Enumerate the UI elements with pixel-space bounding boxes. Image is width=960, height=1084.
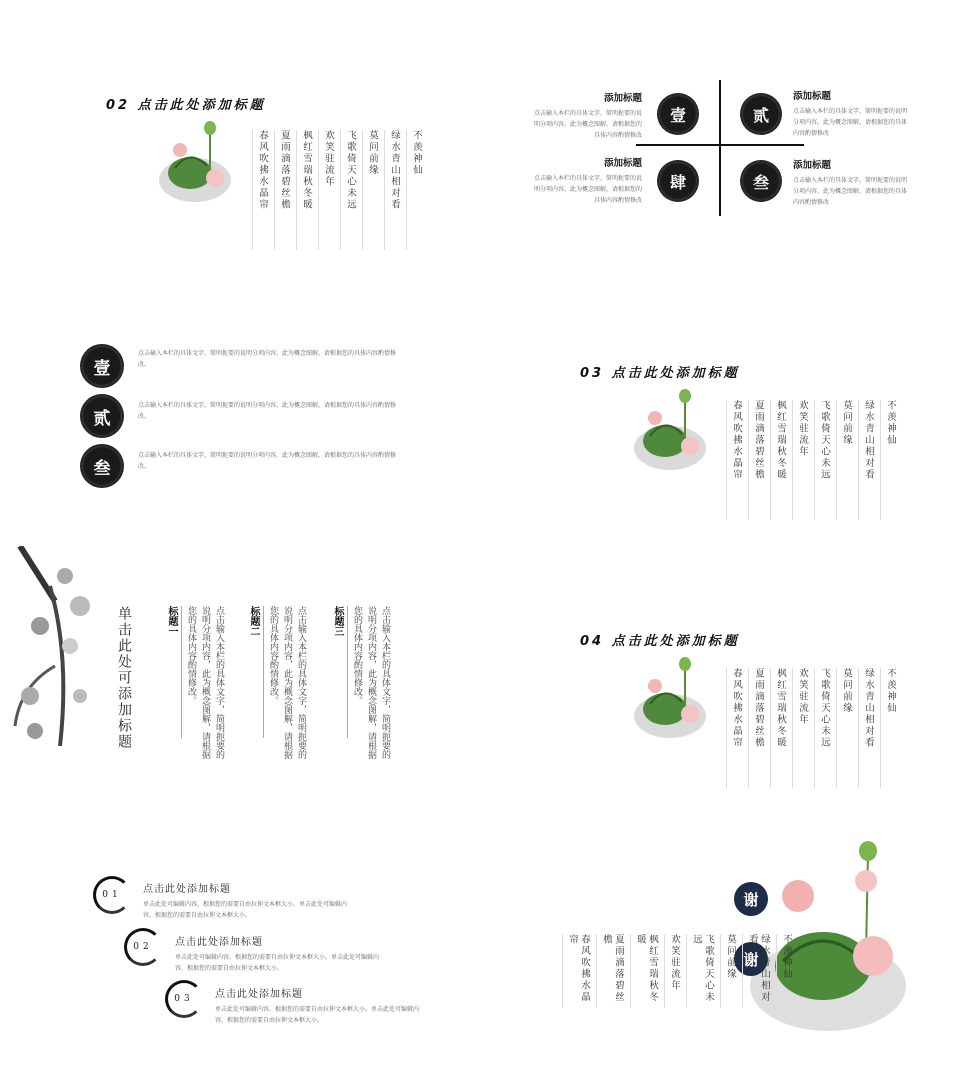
poem-line: 绿水青山相对看 <box>742 934 770 1008</box>
quad-block-title[interactable]: 添加标题 <box>793 160 832 171</box>
step-text[interactable]: 单击此处可编辑内容，根据您的需要自由拉伸文本框大小。单击此处可编辑内容，根据您的需要自由拉伸文本框大小。 <box>143 901 348 919</box>
poem-line: 夏雨滴落碧丝檐 <box>748 668 764 788</box>
list-badge-1: 壹 <box>80 344 124 388</box>
quad-block-text[interactable]: 点击输入本栏的具体文字，简明扼要的说明分项内容，此为概念图解，请根据您的具体内容酌情修改 <box>793 177 908 206</box>
quad-block-title[interactable]: 添加标题 <box>793 91 832 102</box>
list-badge-2: 贰 <box>80 394 124 438</box>
lotus-illustration <box>630 386 720 476</box>
quad-block-text[interactable]: 点击输入本栏的具体文字，简明扼要的说明分项内容，此为概念图解，请根据您的具体内容酌情修改 <box>793 108 908 137</box>
poem-line: 莫问前缘 <box>836 668 852 788</box>
poem-line: 飞歌倚天心未远 <box>686 934 714 1008</box>
poem-line: 莫问前缘 <box>362 130 378 250</box>
poem-line: 枫红雪瑞秋冬暖 <box>770 668 786 788</box>
poem-line: 绿水青山相对看 <box>858 400 874 520</box>
ink-blossom-branch <box>10 546 110 746</box>
step-number-ring: 01 <box>93 876 131 914</box>
poem-line: 不羡神仙 <box>880 400 896 520</box>
slide-04-poem <box>726 668 896 788</box>
step-number-ring: 02 <box>124 928 162 966</box>
list-item-text[interactable]: 点击输入本栏的具体文字，简明扼要的说明分项内容，此为概念图解，请根据您的具体内容酌情修改。 <box>138 452 397 470</box>
lotus-illustration <box>155 118 245 208</box>
poem-line: 不羡神仙 <box>406 130 422 250</box>
vertical-item-text[interactable]: 点击输入本栏的具体文字，简明扼要的说明分项内容，此为概念图解，请根据您的具体内容酌情修改。 <box>352 606 390 759</box>
quad-block-text[interactable]: 点击输入本栏的具体文字，简明扼要的说明分项内容，此为概念图解，请根据您的具体内容酌情修改 <box>533 110 642 139</box>
step-text[interactable]: 单击此处可编辑内容，根据您的需要自由拉伸文本框大小。单击此处可编辑内容，根据您的需要自由拉伸文本框大小。 <box>215 1006 420 1024</box>
poem-line: 欢笑驻流年 <box>664 934 680 1008</box>
vertical-item-label[interactable]: 标题一 <box>166 606 177 636</box>
quad-block-text[interactable]: 点击输入本栏的具体文字，简明扼要的说明分项内容，此为概念图解，请根据您的具体内容酌情修改 <box>533 175 642 204</box>
quadrant-vertical-line <box>719 80 721 216</box>
vertical-item-text[interactable]: 点击输入本栏的具体文字，简明扼要的说明分项内容，此为概念图解，请根据您的具体内容酌情修改。 <box>268 606 306 759</box>
step-item <box>143 880 423 921</box>
poem-line: 夏雨滴落碧丝檐 <box>596 934 624 1008</box>
slide-02-heading[interactable]: 02 点击此处添加标题 <box>106 98 266 113</box>
poem-line: 枫红雪瑞秋冬暖 <box>630 934 658 1008</box>
step-text[interactable]: 单击此处可编辑内容，根据您的需要自由拉伸文本框大小。单击此处可编辑内容，根据您的需要自由拉伸文本框大小。 <box>175 954 380 972</box>
poem-line: 欢笑驻流年 <box>792 668 808 788</box>
poem-line: 春风吹拂水晶帘 <box>726 400 742 520</box>
step-item <box>215 985 495 1026</box>
quad-badge-2: 贰 <box>740 93 782 135</box>
step-title[interactable]: 点击此处添加标题 <box>215 989 303 1000</box>
poem-line: 欢笑驻流年 <box>792 400 808 520</box>
quadrant-horizontal-line <box>636 144 804 146</box>
thanks-poem <box>562 934 792 1008</box>
quad-badge-3: 肆 <box>657 160 699 202</box>
quad-block-title[interactable]: 添加标题 <box>603 93 642 104</box>
poem-line: 夏雨滴落碧丝檐 <box>274 130 290 250</box>
slide-03-poem <box>726 400 896 520</box>
poem-line: 春风吹拂水晶帘 <box>562 934 590 1008</box>
poem-line: 莫问前缘 <box>720 934 736 1008</box>
quad-badge-4: 叁 <box>740 160 782 202</box>
poem-line: 绿水青山相对看 <box>858 668 874 788</box>
poem-line: 飞歌倚天心未远 <box>340 130 356 250</box>
lotus-illustration <box>630 654 720 744</box>
quad-block <box>793 157 911 208</box>
poem-line: 不羡神仙 <box>776 934 792 1008</box>
poem-line: 欢笑驻流年 <box>318 130 334 250</box>
step-number-ring: 03 <box>165 980 203 1018</box>
vertical-divider <box>263 606 264 738</box>
vertical-item-text[interactable]: 点击输入本栏的具体文字，简明扼要的说明分项内容，此为概念图解，请根据您的具体内容酌情修改。 <box>186 606 224 759</box>
quad-block <box>793 88 911 139</box>
step-item <box>175 933 455 974</box>
step-title[interactable]: 点击此处添加标题 <box>175 937 263 948</box>
poem-line: 枫红雪瑞秋冬暖 <box>770 400 786 520</box>
poem-line: 不羡神仙 <box>880 668 896 788</box>
thanks-badge-1: 谢 <box>734 882 768 916</box>
poem-line: 春风吹拂水晶帘 <box>726 668 742 788</box>
slide-02-poem <box>252 130 422 250</box>
poem-line: 枫红雪瑞秋冬暖 <box>296 130 312 250</box>
quad-block <box>530 155 642 206</box>
poem-line: 绿水青山相对看 <box>384 130 400 250</box>
slide-03-heading[interactable]: 03 点击此处添加标题 <box>580 366 740 381</box>
poem-line: 飞歌倚天心未远 <box>814 400 830 520</box>
quad-badge-1: 壹 <box>657 93 699 135</box>
vertical-divider <box>181 606 182 738</box>
thanks-badge-2: 谢 <box>734 942 768 976</box>
poem-line: 春风吹拂水晶帘 <box>252 130 268 250</box>
poem-line: 莫问前缘 <box>836 400 852 520</box>
poem-line: 飞歌倚天心未远 <box>814 668 830 788</box>
list-badge-3: 叁 <box>80 444 124 488</box>
vertical-main-title[interactable]: 单击此处可添加标题 <box>116 606 132 750</box>
list-item-text[interactable]: 点击输入本栏的具体文字，简明扼要的说明分项内容，此为概念图解，请根据您的具体内容酌情修改。 <box>138 402 397 420</box>
quad-block-title[interactable]: 添加标题 <box>603 158 642 169</box>
vertical-item-label[interactable]: 标题三 <box>332 606 343 636</box>
list-item-text[interactable]: 点击输入本栏的具体文字，简明扼要的说明分项内容，此为概念图解，请根据您的具体内容酌情修改。 <box>138 350 397 368</box>
step-title[interactable]: 点击此处添加标题 <box>143 884 231 895</box>
slide-04-heading[interactable]: 04 点击此处添加标题 <box>580 634 740 649</box>
vertical-item-label[interactable]: 标题二 <box>248 606 259 636</box>
vertical-divider <box>347 606 348 738</box>
poem-line: 夏雨滴落碧丝檐 <box>748 400 764 520</box>
quad-block <box>530 90 642 141</box>
